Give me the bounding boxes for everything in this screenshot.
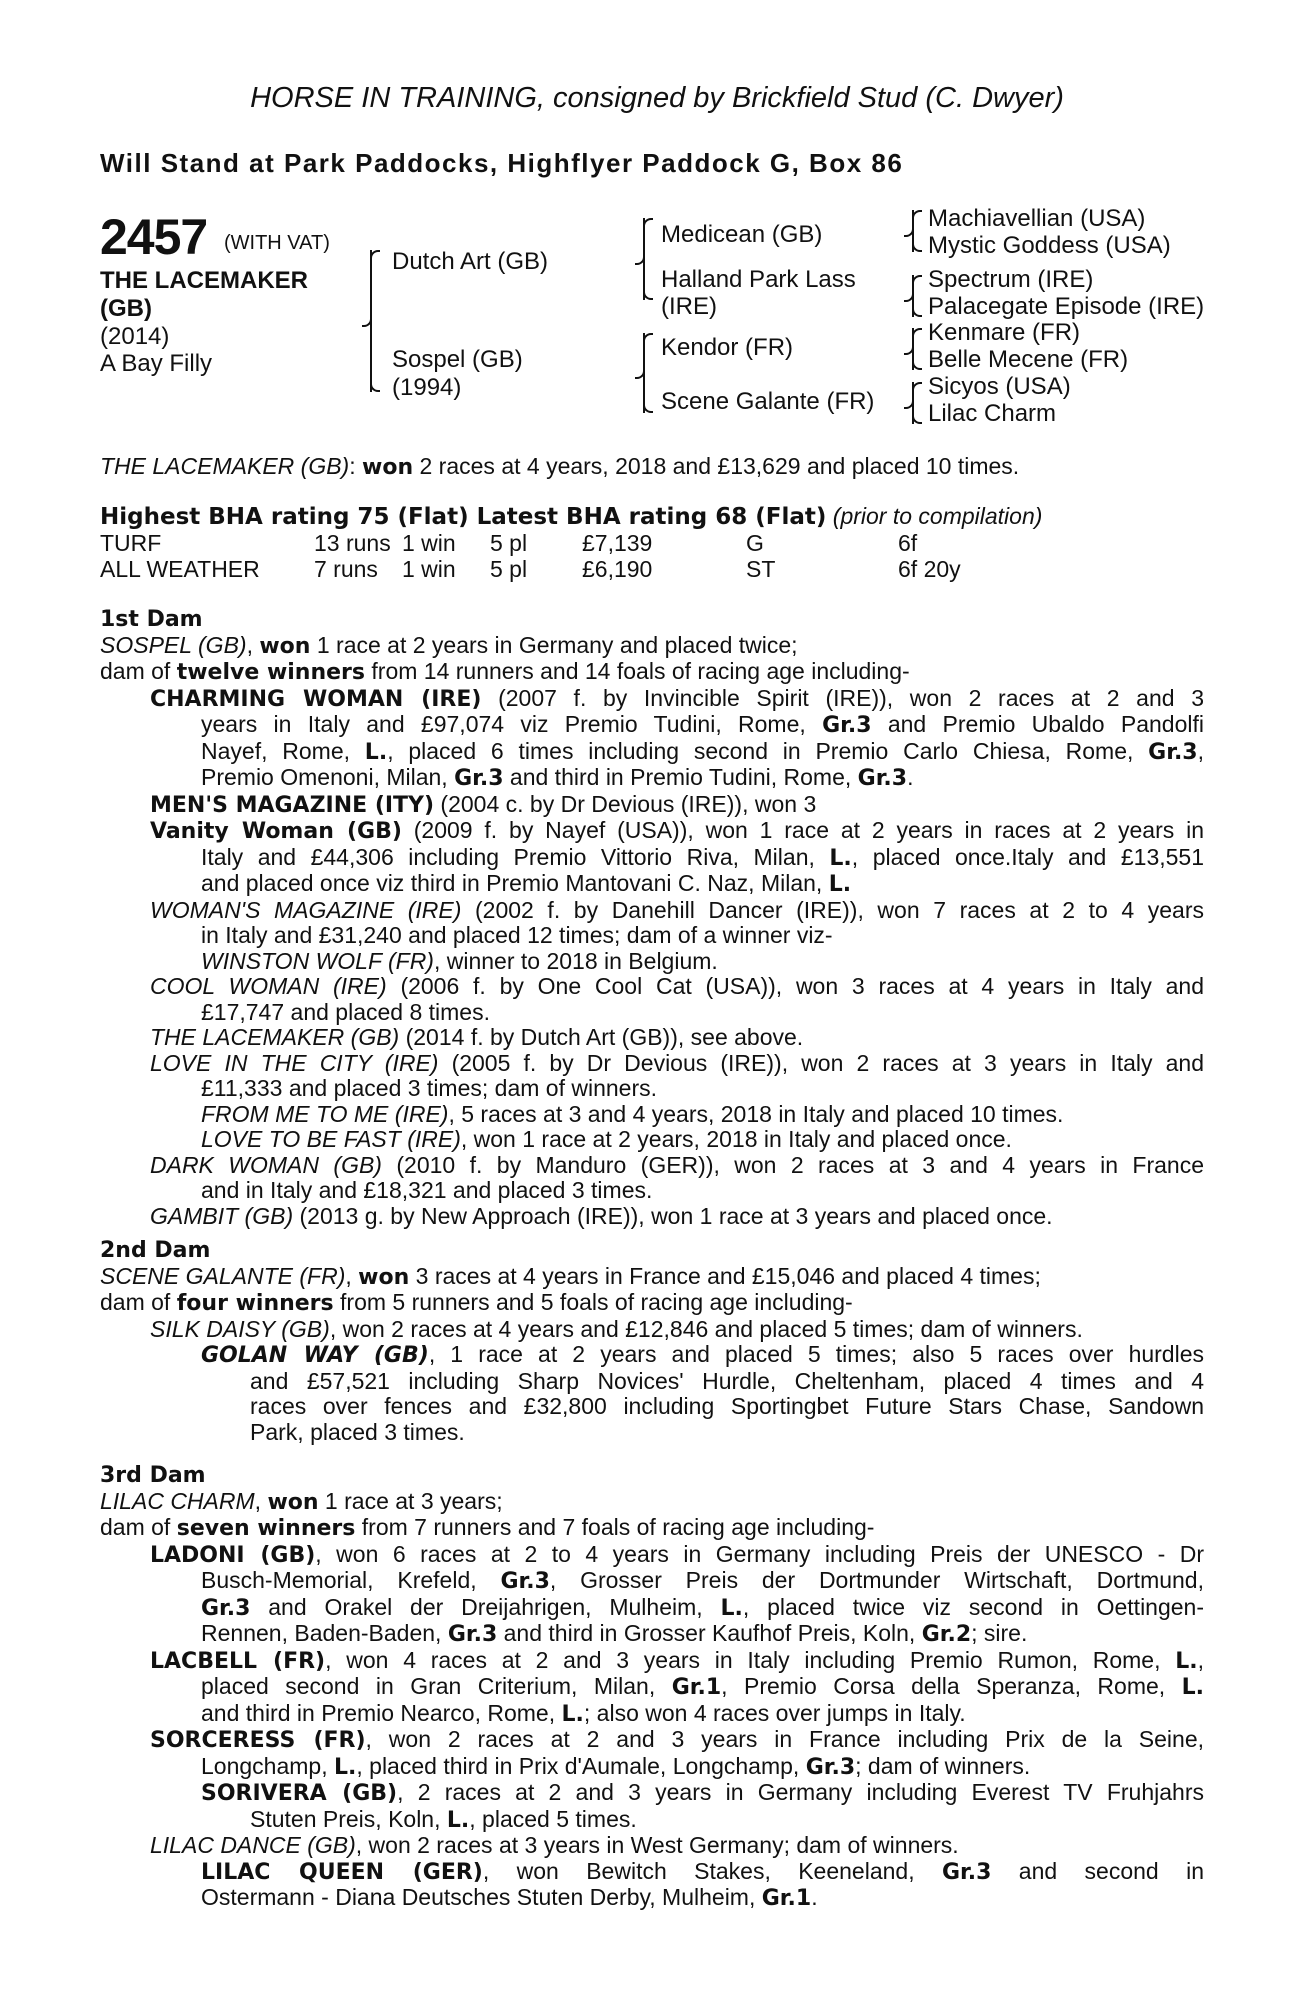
produce-love-in-the-city-cont: £11,333 and placed 3 times; dam of winners. — [201, 1075, 658, 1101]
location-heading: Will Stand at Park Paddocks, Highflyer Paddock G, Box 86 — [100, 148, 904, 178]
third-dam-produce-line: dam of seven winners from 7 runners and 7 foals of racing age including- — [100, 1514, 875, 1541]
produce-vanity-woman-cont: and placed once viz third in Premio Mantovani C. Naz, Milan, L. — [201, 870, 852, 897]
stat-going: G — [746, 530, 764, 556]
pedigree-brace-g1 — [912, 210, 914, 252]
dam-dam: Scene Galante (FR) — [661, 388, 875, 415]
produce-lilac-queen: LILAC QUEEN (GER), won Bewitch Stakes, Keeneland, Gr.3 and second in — [201, 1857, 1205, 1885]
produce-lilac-dance: LILAC DANCE (GB), won 2 races at 3 years in West Germany; dam of winners. — [150, 1832, 959, 1858]
second-dam-produce-line: dam of four winners from 5 runners and 5 foals of racing age including- — [100, 1289, 853, 1316]
produce-love-in-the-city: LOVE IN THE CITY (IRE) (2005 f. by Dr Devious (IRE)), won 2 races at 3 years in Italy and — [150, 1049, 1204, 1076]
produce-charming-woman: CHARMING WOMAN (IRE) (2007 f. by Invincible Spirit (IRE)), won 2 races at 2 and 3 — [150, 684, 1204, 712]
produce-vanity-woman: Vanity Woman (GB) (2009 f. by Nayef (USA)), won 1 race at 2 years in races at 2 years in — [150, 817, 1205, 844]
sire-dam-line2: (IRE) — [661, 293, 717, 320]
produce-sorivera-cont: Stuten Preis, Koln, L., placed 5 times. — [250, 1805, 637, 1833]
produce-lacbell: LACBELL (FR), won 4 races at 2 and 3 years in Italy including Premio Rumon, Rome, L., — [150, 1646, 1204, 1674]
pedigree-brace-g4 — [912, 382, 914, 424]
stat-placed: 5 pl — [490, 556, 528, 582]
stat-runs: 7 runs — [314, 556, 378, 582]
lot-number: 2457 — [100, 209, 208, 265]
produce-cool-woman: COOL WOMAN (IRE) (2006 f. by One Cool Cat (USA)), won 3 races at 4 years in Italy and — [150, 973, 1204, 999]
summary-colon: : — [349, 453, 362, 479]
summary-won: won — [362, 455, 414, 480]
produce-mens-magazine: MEN'S MAGAZINE (ITY) (2004 c. by Dr Devious (IRE)), won 3 — [150, 790, 817, 818]
summary-horse-name: THE LACEMAKER (GB) — [100, 453, 350, 479]
produce-sorivera: SORIVERA (GB), 2 races at 2 and 3 years in Germany including Everest TV Fruhjahrs — [201, 1779, 1204, 1806]
granddam-line-4: Palacegate Episode (IRE) — [928, 293, 1205, 320]
stat-placed: 5 pl — [490, 530, 528, 556]
stat-wins: 1 win — [402, 556, 456, 582]
first-dam-heading: 1st Dam — [100, 607, 203, 632]
second-dam-heading: 2nd Dam — [100, 1238, 211, 1263]
third-dam-section — [100, 1463, 1204, 1912]
produce-charming-woman-cont: Nayef, Rome, L., placed 6 times including second in Premio Carlo Chiesa, Rome, Gr.3, — [201, 737, 1204, 765]
produce-lacbell-cont: placed second in Gran Criterium, Milan, Gr.1, Premio Corsa della Speranza, Rome, L. — [201, 1673, 1205, 1700]
stat-distance: 6f 20y — [898, 556, 961, 582]
pedigree-brace-g2 — [912, 275, 914, 317]
produce-ladoni-cont: Gr.3 and Orakel der Dreijahrigen, Mulheim, L., placed twice viz second in Oettingen- — [201, 1593, 1204, 1621]
pedigree-brace-dam — [643, 333, 645, 413]
first-dam-section — [100, 607, 1204, 1229]
stat-distance: 6f — [898, 530, 918, 556]
pedigree-brace-sire — [643, 218, 645, 300]
produce-golan-way: GOLAN WAY (GB), 1 race at 2 years and placed 5 times; also 5 races over hurdles — [201, 1341, 1204, 1368]
foaling-year: (2014) — [100, 323, 170, 350]
stat-runs: 13 runs — [314, 530, 391, 556]
stat-prize: £6,190 — [582, 556, 653, 582]
produce-dark-woman-cont: and in Italy and £18,321 and placed 3 times. — [201, 1177, 653, 1203]
stat-prize: £7,139 — [582, 530, 653, 556]
first-dam-produce-line: dam of twelve winners from 14 runners and 14 foals of racing age including- — [100, 658, 910, 685]
produce-love-to-be-fast: LOVE TO BE FAST (IRE), won 1 race at 2 years, 2018 in Italy and placed once. — [201, 1126, 1012, 1152]
produce-charming-woman-cont: years in Italy and £97,074 viz Premio Tudini, Rome, Gr.3 and Premio Ubaldo Pandolfi — [201, 711, 1204, 738]
produce-womans-magazine: WOMAN'S MAGAZINE (IRE) (2002 f. by Danehill Dancer (IRE)), won 7 races at 2 to 4 years — [150, 896, 1204, 923]
ratings-note: (prior to compilation) — [826, 503, 1043, 529]
produce-lacbell-cont: and third in Premio Nearco, Rome, L.; also won 4 races over jumps in Italy. — [201, 1699, 966, 1727]
summary-text: 2 races at 4 years, 2018 and £13,629 and placed 10 times. — [413, 453, 1020, 479]
bha-ratings-text: Highest BHA rating 75 (Flat) Latest BHA rating 68 (Flat) — [100, 504, 827, 530]
bha-ratings — [100, 503, 1042, 530]
sire-dam-line1: Halland Park Lass — [661, 266, 856, 293]
horse-name-country: (GB) — [100, 295, 152, 322]
second-dam-section — [100, 1238, 1204, 1445]
produce-golan-way-cont: and £57,521 including Sharp Novices' Hurdle, Cheltenham, placed 4 times and 4 — [250, 1367, 1204, 1394]
produce-from-me-to-me: FROM ME TO ME (IRE), 5 races at 3 and 4 years, 2018 in Italy and placed 10 times. — [201, 1100, 1064, 1127]
produce-dark-woman: DARK WOMAN (GB) (2010 f. by Manduro (GER)), won 2 races at 3 and 4 years in France — [150, 1151, 1204, 1178]
horse-name: THE LACEMAKER — [100, 267, 308, 294]
produce-cool-woman-cont: £17,747 and placed 8 times. — [201, 998, 490, 1025]
race-summary — [100, 453, 1019, 480]
pedigree-brace-g3 — [912, 328, 914, 370]
produce-ladoni-cont: Busch-Memorial, Krefeld, Gr.3, Grosser Preis der Dortmunder Wirtschaft, Dortmund, — [201, 1567, 1204, 1594]
granddam-line-8: Lilac Charm — [928, 400, 1057, 427]
produce-vanity-woman-cont: Italy and £44,306 including Premio Vittorio Riva, Milan, L., placed once.Italy and £13,551 — [201, 843, 1204, 871]
produce-gambit: GAMBIT (GB) (2013 g. by New Approach (IRE)), won 1 race at 3 years and placed once. — [150, 1202, 1053, 1229]
granddam-line-3: Spectrum (IRE) — [928, 266, 1094, 293]
dam-name: Sospel (GB) — [392, 346, 523, 373]
dam-sire: Kendor (FR) — [661, 334, 794, 361]
second-dam-line: SCENE GALANTE (FR), won 3 races at 4 years in France and £15,046 and placed 4 times; — [100, 1262, 1041, 1290]
sire-sire: Medicean (GB) — [661, 221, 823, 248]
granddam-line-2: Mystic Goddess (USA) — [928, 232, 1171, 259]
stats-row-all-weather — [100, 556, 1000, 582]
granddam-line-7: Sicyos (USA) — [928, 373, 1071, 400]
produce-winston-wolf: WINSTON WOLF (FR), winner to 2018 in Belgium. — [201, 947, 718, 974]
stat-going: ST — [746, 556, 776, 582]
first-dam-line: SOSPEL (GB), won 1 race at 2 years in Germany and placed twice; — [100, 631, 798, 659]
stat-surface: TURF — [100, 530, 162, 556]
pedigree-brace-main — [370, 250, 372, 392]
produce-golan-way-cont: races over fences and £32,800 including Sportingbet Future Stars Chase, Sandown — [250, 1393, 1204, 1419]
stats-row-turf — [100, 530, 1000, 556]
produce-ladoni-cont: Rennen, Baden-Baden, Gr.3 and third in Grosser Kaufhof Preis, Koln, Gr.2; sire. — [201, 1620, 1028, 1647]
stat-surface: ALL WEATHER — [100, 556, 260, 582]
produce-sorceress-cont: Longchamp, L., placed third in Prix d'Aumale, Longchamp, Gr.3; dam of winners. — [201, 1752, 1031, 1780]
granddam-line-5: Kenmare (FR) — [928, 319, 1081, 346]
granddam-line-6: Belle Mecene (FR) — [928, 346, 1129, 373]
third-dam-line: LILAC CHARM, won 1 race at 3 years; — [100, 1487, 503, 1515]
produce-sorceress: SORCERESS (FR), won 2 races at 2 and 3 years in France including Prix de la Seine, — [150, 1726, 1204, 1753]
produce-golan-way-cont: Park, placed 3 times. — [250, 1418, 465, 1445]
produce-silk-daisy: SILK DAISY (GB), won 2 races at 4 years and £12,846 and placed 5 times; dam of winners. — [150, 1315, 1083, 1342]
granddam-line-1: Machiavellian (USA) — [928, 205, 1146, 232]
produce-womans-magazine-cont: in Italy and £31,240 and placed 12 times; dam of a winner viz- — [201, 922, 833, 948]
sire-name: Dutch Art (GB) — [392, 248, 549, 275]
horse-description: A Bay Filly — [100, 350, 213, 377]
stat-wins: 1 win — [402, 530, 456, 556]
produce-ladoni: LADONI (GB), won 6 races at 2 to 4 years in Germany including Preis der UNESCO - Dr — [150, 1540, 1205, 1568]
produce-lilac-queen-cont: Ostermann - Diana Deutsches Stuten Derby, Mulheim, Gr.1. — [201, 1884, 818, 1911]
produce-charming-woman-cont: Premio Omenoni, Milan, Gr.3 and third in Premio Tudini, Rome, Gr.3. — [201, 764, 914, 791]
produce-the-lacemaker: THE LACEMAKER (GB) (2014 f. by Dutch Art (GB)), see above. — [150, 1024, 804, 1050]
consignor-heading: HORSE IN TRAINING, consigned by Brickfield Stud (C. Dwyer) — [250, 82, 1064, 114]
dam-year: (1994) — [392, 374, 462, 401]
third-dam-heading: 3rd Dam — [100, 1463, 206, 1488]
vat-note: (WITH VAT) — [224, 232, 330, 254]
